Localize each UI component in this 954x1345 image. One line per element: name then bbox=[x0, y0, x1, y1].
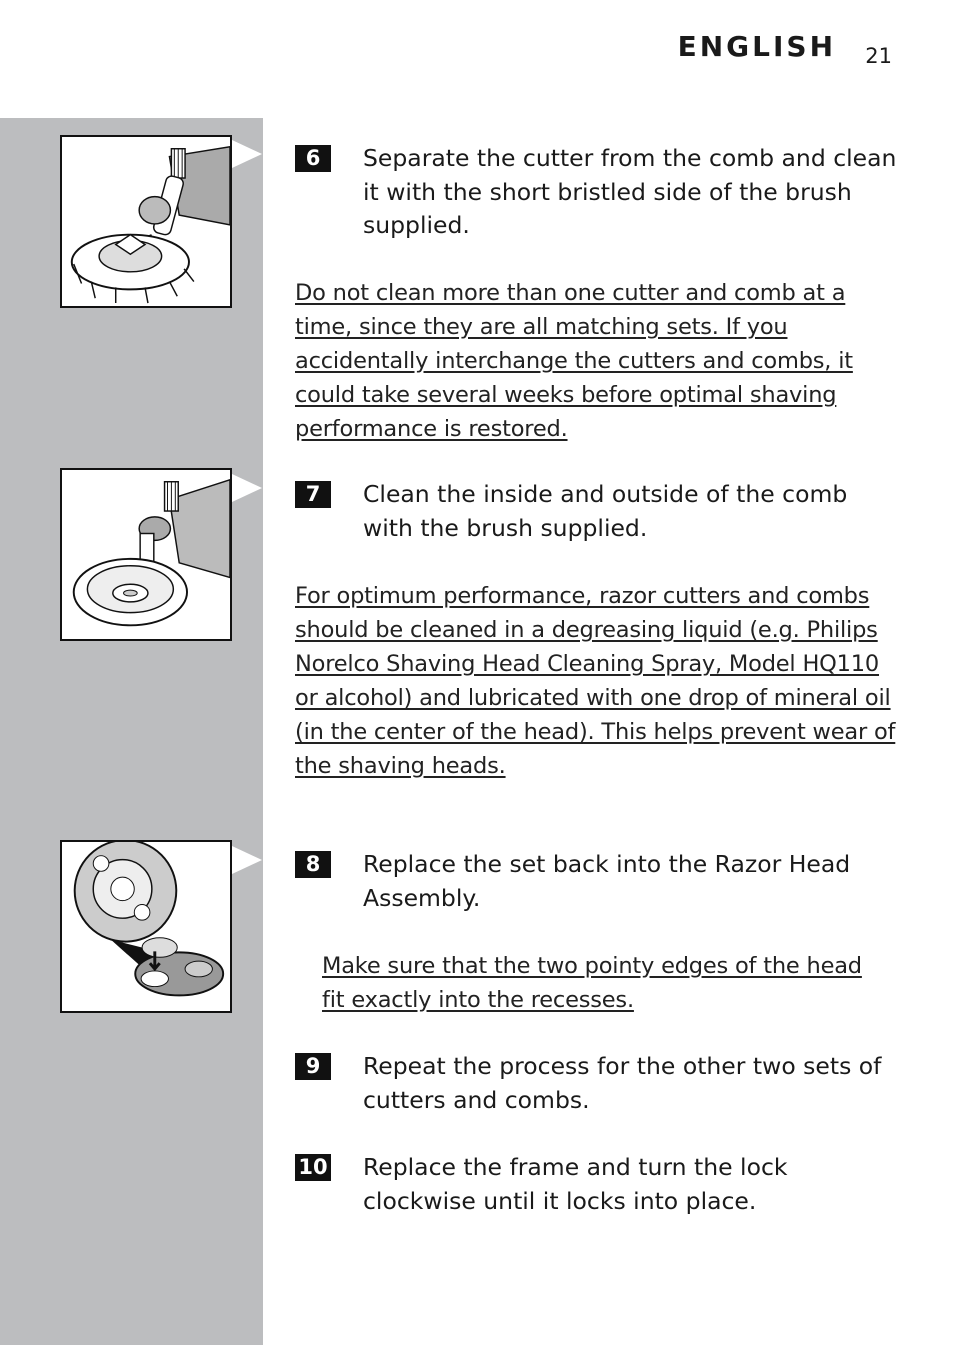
step-text: Replace the frame and turn the lock clockwise until it locks into place. bbox=[363, 1153, 788, 1215]
razor-head-assembly-icon bbox=[60, 840, 232, 1013]
step-text: Repeat the process for the other two sets of cutters and combs. bbox=[363, 1052, 882, 1114]
brush-cleaning-cutter-icon bbox=[60, 135, 232, 308]
step-number: 10 bbox=[295, 1154, 331, 1181]
figure-pointer bbox=[232, 474, 262, 502]
page-title: ENGLISH bbox=[677, 30, 836, 63]
step-number: 9 bbox=[295, 1053, 331, 1080]
step-note: Make sure that the two pointy edges of the head fit exactly into the recesses. bbox=[322, 953, 862, 1013]
step-text: Replace the set back into the Razor Head Assembly. bbox=[363, 850, 851, 912]
step-text: Clean the inside and outside of the comb with the brush supplied. bbox=[363, 480, 848, 542]
page-number: 21 bbox=[865, 44, 892, 68]
step-number: 6 bbox=[295, 145, 331, 172]
step-note: For optimum performance, razor cutters and combs should be cleaned in a degreasing liquid (e.g. Philips Norelco Shaving Head Cleaning Spray, Model HQ110 or alcohol) and lubricated with one drop of mineral oil (in the center of the head). This helps prevent wear of the shaving heads. bbox=[295, 583, 896, 779]
step-note: Do not clean more than one cutter and comb at a time, since they are all matching sets. If you accidentally interchange the cutters and combs, it could take several weeks before optimal shaving performance is restored. bbox=[295, 280, 853, 442]
step-number: 8 bbox=[295, 851, 331, 878]
step-number: 7 bbox=[295, 481, 331, 508]
brush-cleaning-comb-icon bbox=[60, 468, 232, 641]
figure-pointer bbox=[232, 846, 262, 874]
step-text: Separate the cutter from the comb and clean it with the short bristled side of the brush supplied. bbox=[363, 144, 897, 239]
figure-pointer bbox=[232, 140, 262, 168]
